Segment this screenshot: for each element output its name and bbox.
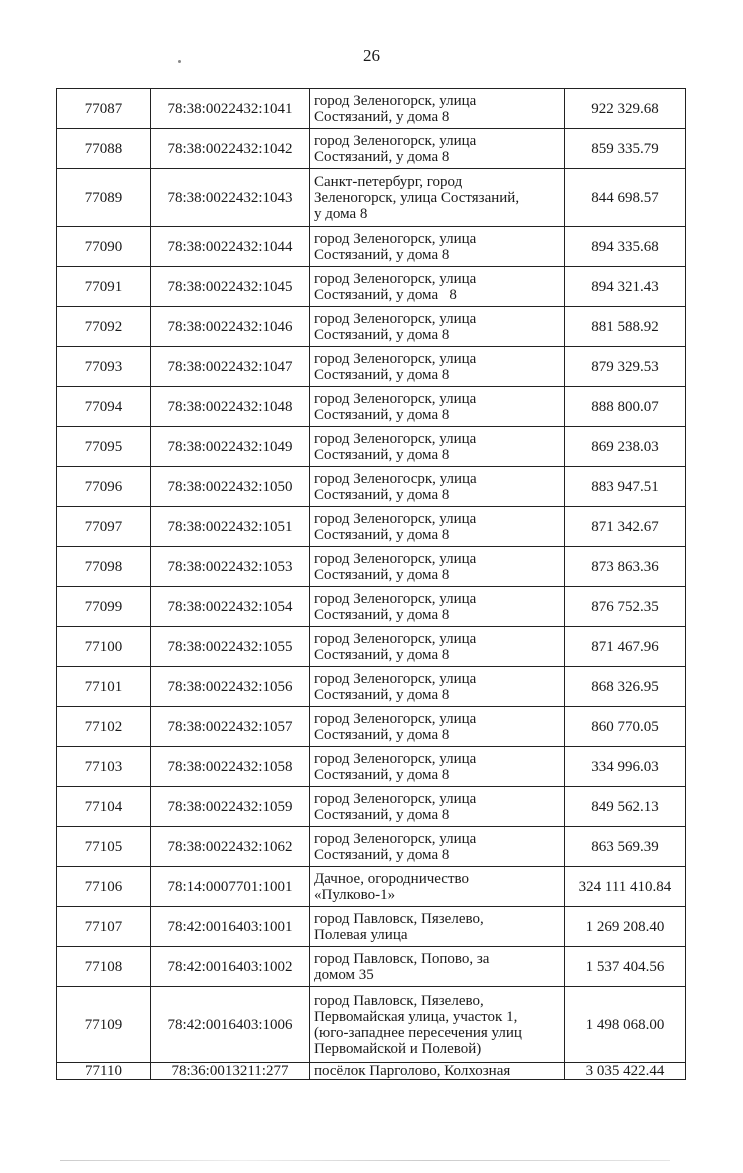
address-line: Состязаний, у дома 8	[314, 286, 457, 303]
cadastral-value: 894 321.43	[565, 267, 686, 307]
cadastral-value: 1 269 208.40	[565, 907, 686, 947]
cadastral-number: 78:38:0022432:1055	[151, 627, 310, 667]
cadastral-number: 78:38:0022432:1058	[151, 747, 310, 787]
address-line: Состязаний, у дома 8	[314, 446, 450, 463]
table-row	[57, 627, 686, 667]
cadastral-number: 78:38:0022432:1051	[151, 507, 310, 547]
address	[310, 787, 565, 827]
record-number: 77091	[57, 267, 151, 307]
record-number: 77101	[57, 667, 151, 707]
address	[310, 867, 565, 907]
address-line: город Зеленогорск, улица	[314, 270, 477, 287]
address-line: Состязаний, у дома 8	[314, 526, 450, 543]
record-number: 77100	[57, 627, 151, 667]
cadastral-value: 888 800.07	[565, 387, 686, 427]
cadastral-value: 894 335.68	[565, 227, 686, 267]
address-line: Зеленогорск, улица Состязаний,	[314, 189, 520, 206]
address-line: город Павловск, Попово, за	[314, 950, 490, 967]
cadastral-number: 78:38:0022432:1047	[151, 347, 310, 387]
record-number: 77099	[57, 587, 151, 627]
address-line: город Зеленогорск, улица	[314, 670, 477, 687]
record-number: 77096	[57, 467, 151, 507]
address-line: город Зеленогорск, улица	[314, 510, 477, 527]
record-number: 77107	[57, 907, 151, 947]
address	[310, 307, 565, 347]
cadastral-number: 78:38:0022432:1041	[151, 89, 310, 129]
record-number: 77105	[57, 827, 151, 867]
address-line: Состязаний, у дома 8	[314, 246, 450, 263]
address	[310, 267, 565, 307]
address-line: город Павловск, Пязелево,	[314, 910, 484, 927]
cadastral-number: 78:38:0022432:1059	[151, 787, 310, 827]
address	[310, 227, 565, 267]
address	[310, 347, 565, 387]
address	[310, 387, 565, 427]
address-line: «Пулково-1»	[314, 886, 396, 903]
table-row	[57, 787, 686, 827]
address-line: Состязаний, у дома 8	[314, 606, 450, 623]
address-line: город Зеленогорск, улица	[314, 710, 477, 727]
cadastral-value: 881 588.92	[565, 307, 686, 347]
record-number: 77095	[57, 427, 151, 467]
address-line: город Зеленогорск, улица	[314, 310, 477, 327]
cadastral-value: 868 326.95	[565, 667, 686, 707]
record-number: 77087	[57, 89, 151, 129]
record-number: 77093	[57, 347, 151, 387]
address-line: домом 35	[314, 966, 374, 983]
address-line: Состязаний, у дома 8	[314, 108, 450, 125]
record-number: 77109	[57, 987, 151, 1063]
address-line: город Зеленогорск, улица	[314, 132, 477, 149]
cadastral-number: 78:38:0022432:1053	[151, 547, 310, 587]
address	[310, 169, 565, 227]
cadastral-value: 1 537 404.56	[565, 947, 686, 987]
address	[310, 667, 565, 707]
address	[310, 707, 565, 747]
address	[310, 587, 565, 627]
address-line: посёлок Парголово, Колхозная	[314, 1063, 511, 1079]
cadastral-number: 78:38:0022432:1042	[151, 129, 310, 169]
address	[310, 427, 565, 467]
table-row	[57, 507, 686, 547]
address	[310, 1063, 565, 1080]
cadastral-number: 78:38:0022432:1049	[151, 427, 310, 467]
address-line: Состязаний, у дома 8	[314, 366, 450, 383]
table-row	[57, 747, 686, 787]
address-line: Состязаний, у дома 8	[314, 646, 450, 663]
address	[310, 627, 565, 667]
address-line: город Зеленогорск, улица	[314, 750, 477, 767]
record-number: 77104	[57, 787, 151, 827]
cadastral-number: 78:38:0022432:1048	[151, 387, 310, 427]
address-line: у дома 8	[314, 205, 368, 222]
address-line: город Зеленогорск, улица	[314, 430, 477, 447]
address	[310, 129, 565, 169]
table-row	[57, 587, 686, 627]
address-line: Состязаний, у дома 8	[314, 326, 450, 343]
record-number: 77102	[57, 707, 151, 747]
cadastral-number: 78:42:0016403:1002	[151, 947, 310, 987]
address-line: город Зеленогосрк, улица	[314, 470, 477, 487]
cadastral-value: 871 342.67	[565, 507, 686, 547]
cadastral-number: 78:38:0022432:1054	[151, 587, 310, 627]
cadastral-number: 78:38:0022432:1046	[151, 307, 310, 347]
address-line: город Павловск, Пязелево,	[314, 992, 484, 1009]
address	[310, 507, 565, 547]
record-number: 77106	[57, 867, 151, 907]
table-row	[57, 267, 686, 307]
table-row	[57, 1063, 686, 1080]
record-number: 77089	[57, 169, 151, 227]
address-line: город Зеленогорск, улица	[314, 230, 477, 247]
address-line: Состязаний, у дома 8	[314, 148, 450, 165]
cadastral-number: 78:14:0007701:1001	[151, 867, 310, 907]
cadastral-number: 78:42:0016403:1001	[151, 907, 310, 947]
record-number: 77108	[57, 947, 151, 987]
address	[310, 89, 565, 129]
address-line: Состязаний, у дома 8	[314, 846, 450, 863]
record-number: 77088	[57, 129, 151, 169]
record-number: 77098	[57, 547, 151, 587]
table-row	[57, 987, 686, 1063]
address	[310, 947, 565, 987]
cadastral-number: 78:38:0022432:1043	[151, 169, 310, 227]
address-line: Состязаний, у дома 8	[314, 726, 450, 743]
record-number: 77110	[57, 1063, 151, 1080]
address	[310, 907, 565, 947]
address-line: Состязаний, у дома 8	[314, 806, 450, 823]
address-line: Состязаний, у дома 8	[314, 686, 450, 703]
address-line: город Зеленогорск, улица	[314, 590, 477, 607]
address-line: Полевая улица	[314, 926, 408, 943]
address-line: город Зеленогорск, улица	[314, 350, 477, 367]
record-number: 77090	[57, 227, 151, 267]
address-line: город Зеленогорск, улица	[314, 630, 477, 647]
record-number: 77103	[57, 747, 151, 787]
address-line: город Зеленогорск, улица	[314, 92, 477, 109]
cadastral-value: 324 111 410.84	[565, 867, 686, 907]
cadastral-value: 873 863.36	[565, 547, 686, 587]
cadastral-number: 78:38:0022432:1056	[151, 667, 310, 707]
cadastral-value: 1 498 068.00	[565, 987, 686, 1063]
cadastral-value: 869 238.03	[565, 427, 686, 467]
table-row	[57, 307, 686, 347]
record-number: 77097	[57, 507, 151, 547]
scan-dot	[178, 60, 181, 63]
cadastral-number: 78:36:0013211:277	[151, 1063, 310, 1080]
table-row	[57, 89, 686, 129]
cadastral-value: 871 467.96	[565, 627, 686, 667]
address-line: Состязаний, у дома 8	[314, 766, 450, 783]
record-number: 77092	[57, 307, 151, 347]
address-line: город Зеленогорск, улица	[314, 550, 477, 567]
cadastral-number: 78:42:0016403:1006	[151, 987, 310, 1063]
cadastral-value: 860 770.05	[565, 707, 686, 747]
address-line: Первомайской и Полевой)	[314, 1040, 482, 1057]
page-number: 26	[363, 46, 380, 65]
table-row	[57, 867, 686, 907]
address-line: город Зеленогорск, улица	[314, 830, 477, 847]
table-row	[57, 907, 686, 947]
table-row	[57, 347, 686, 387]
address-line: город Зеленогорск, улица	[314, 390, 477, 407]
address-line: Санкт-петербург, город	[314, 173, 463, 190]
address-line: Состязаний, у дома 8	[314, 566, 450, 583]
registry-table-body	[57, 89, 686, 1080]
cadastral-value: 3 035 422.44	[565, 1063, 686, 1080]
cadastral-number: 78:38:0022432:1057	[151, 707, 310, 747]
cadastral-number: 78:38:0022432:1044	[151, 227, 310, 267]
cadastral-value: 883 947.51	[565, 467, 686, 507]
table-row	[57, 427, 686, 467]
scan-bottom-edge	[60, 1160, 670, 1161]
address-line: Состязаний, у дома 8	[314, 406, 450, 423]
cadastral-value: 922 329.68	[565, 89, 686, 129]
address	[310, 987, 565, 1063]
table-row	[57, 667, 686, 707]
cadastral-value: 879 329.53	[565, 347, 686, 387]
cadastral-number: 78:38:0022432:1062	[151, 827, 310, 867]
cadastral-value: 863 569.39	[565, 827, 686, 867]
record-number: 77094	[57, 387, 151, 427]
cadastral-value: 876 752.35	[565, 587, 686, 627]
table-row	[57, 947, 686, 987]
table-row	[57, 707, 686, 747]
address-line: Первомайская улица, участок 1,	[314, 1008, 518, 1025]
table-row	[57, 387, 686, 427]
address	[310, 827, 565, 867]
registry-table	[56, 88, 686, 1080]
table-row	[57, 169, 686, 227]
cadastral-value: 844 698.57	[565, 169, 686, 227]
address-line: город Зеленогорск, улица	[314, 790, 477, 807]
cadastral-value: 849 562.13	[565, 787, 686, 827]
address	[310, 747, 565, 787]
table-row	[57, 827, 686, 867]
cadastral-number: 78:38:0022432:1045	[151, 267, 310, 307]
address	[310, 467, 565, 507]
cadastral-number: 78:38:0022432:1050	[151, 467, 310, 507]
table-row	[57, 467, 686, 507]
address-line: Дачное, огородничество	[314, 870, 470, 887]
table-row	[57, 227, 686, 267]
address-line: (юго-западнее пересечения улиц	[314, 1024, 522, 1041]
table-row	[57, 129, 686, 169]
cadastral-value: 859 335.79	[565, 129, 686, 169]
address	[310, 547, 565, 587]
cadastral-value: 334 996.03	[565, 747, 686, 787]
table-row	[57, 547, 686, 587]
address-line: Состязаний, у дома 8	[314, 486, 450, 503]
